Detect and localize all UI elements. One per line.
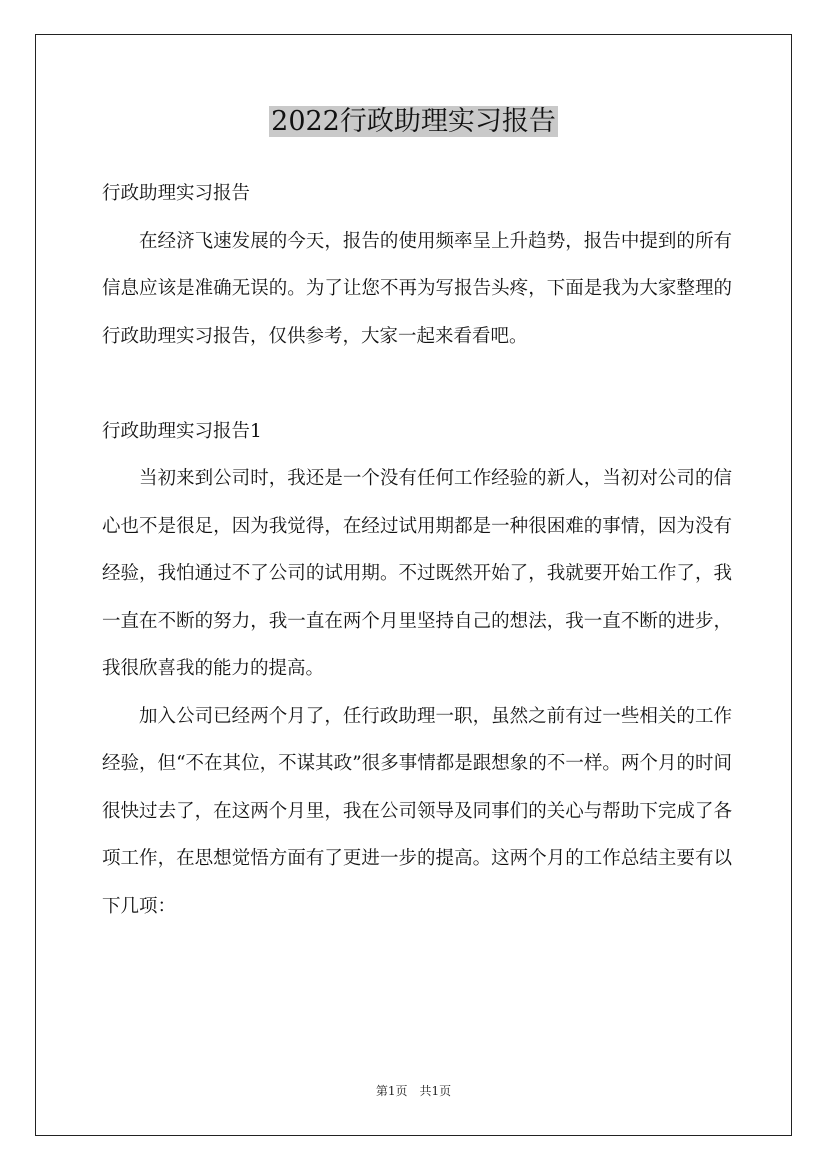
section-paragraph: 当初来到公司时，我还是一个没有任何工作经验的新人，当初对公司的信心也不是很足，因为我觉得，在经过试用期都是一种很困难的事情，因为没有经验，我怕通过不了公司的试用期。不过既然开始了，我就要开始工作了，我一直在不断的努力，我一直在两个月里坚持自己的想法，我一直不断的进步，我很欣喜我的能力的提高。 (102, 468, 732, 679)
section-spacer (102, 360, 732, 408)
intro-paragraph: 在经济飞速发展的今天，报告的使用频率呈上升趋势，报告中提到的所有信息应该是准确无误的。为了让您不再为写报告头疼，下面是我为大家整理的行政助理实习报告，仅供参考，大家一起来看看吧。 (102, 230, 732, 347)
document-title (0, 100, 827, 144)
document-title-text: 2022行政助理实习报告 (271, 106, 556, 137)
section-paragraph: 加入公司已经两个月了，任行政助理一职，虽然之前有过一些相关的工作经验，但“不在其位，不谋其政”很多事情都是跟想象的不一样。两个月的时间很快过去了，在这两个月里，我在公司领导及同事们的关心与帮助下完成了各项工作，在思想觉悟方面有了更进一步的提高。这两个月的工作总结主要有以下几项： (102, 705, 732, 917)
page-footer: 第1页 共1页 (375, 1084, 452, 1098)
intro-heading: 行政助理实习报告 (102, 183, 251, 204)
section-heading: 行政助理实习报告1 (102, 420, 262, 442)
document-body (102, 170, 732, 930)
